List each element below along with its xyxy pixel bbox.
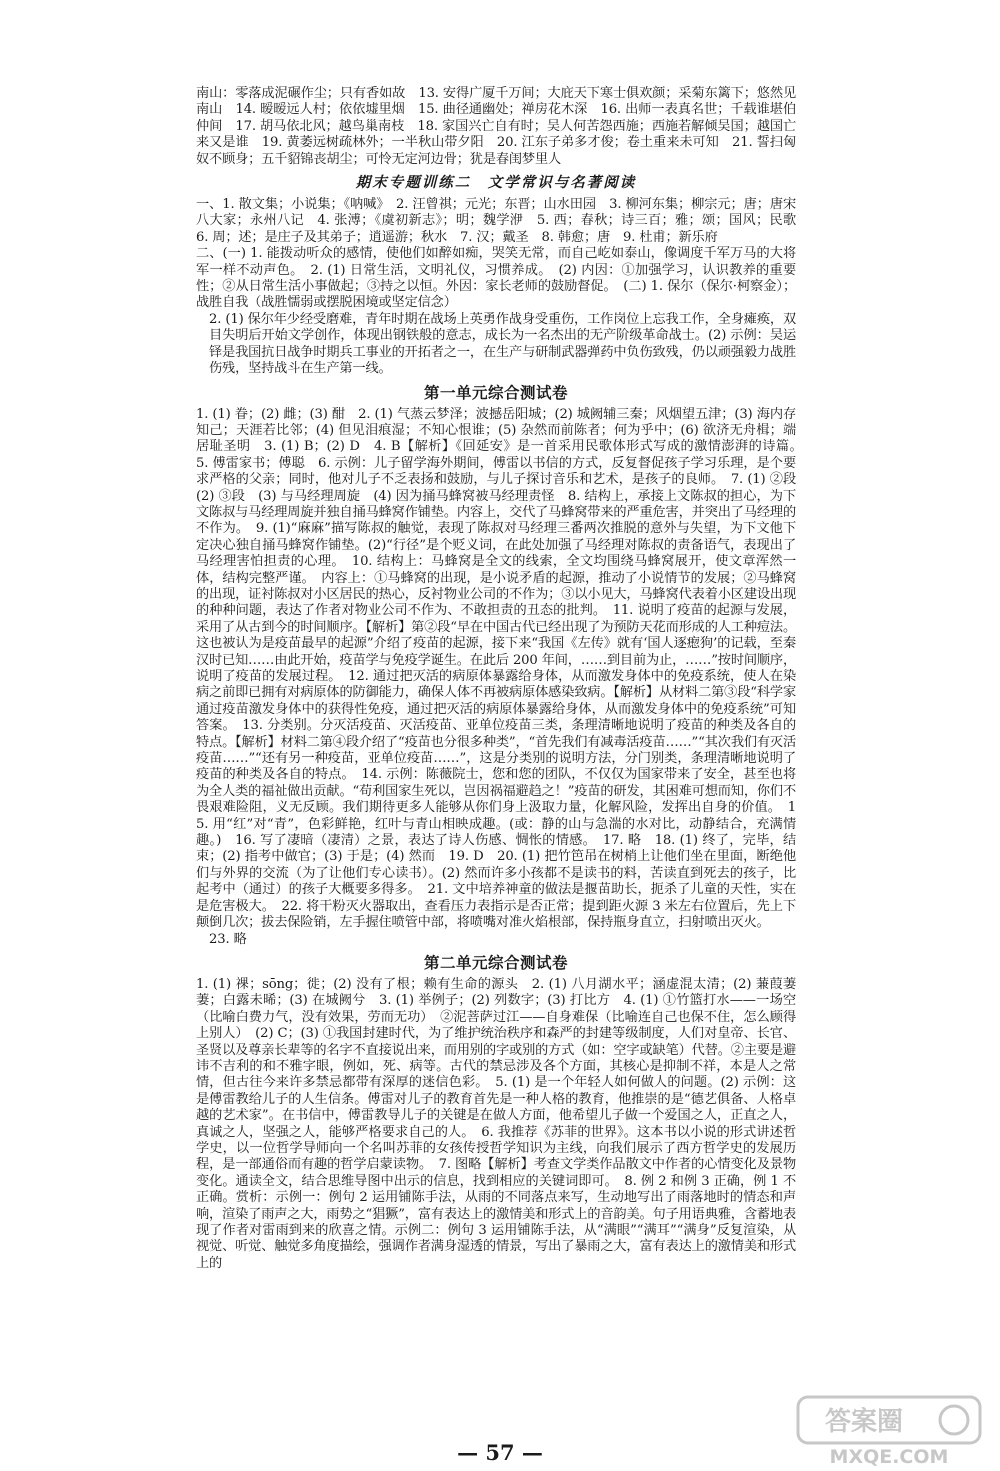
page-number: — 57 — [457,1440,543,1465]
section-c-body: 1. (1) 祼；sōng；徙；(2) 没有了根；赖有生命的源头 2. (1) 八月湖水平；涵虚混太清；(2) 蒹葭萋萋；白露未晞；(3) 在城阙兮 3. (1) 举例子；(2) 列数字；(3) 打比方 4. (1) ①竹篮打水——一场空（比喻白费力气，没有效果，劳而无功） ②泥菩萨过江——自身难保（比喻连自己也保不住，怎么顾得上别人） (2) C；(3) ①我国封建时代，为了维护统治秩序和森严的封建等级制度，人们对皇帝、长官、圣贤以及尊亲长辈等的名字不直接说出来，而用别的字或别的方式（如：空字或缺笔）代替。②主要是避讳不吉利的和不雅字眼，例如，死、病等。古代的禁忌涉及各个方面，其核心是抑制不祥，本是人之常情，但古往今来许多禁忌都带有深厚的迷信色彩。 5. (1) 是一个年轻人如何做人的问题。(2) 示例：这是傅雷教给儿子的人生信条。傅雷对儿子的教育首先是一种人格的教育，他推崇的是“德艺俱备、人格卓越的艺术家”。在书信中，傅雷教导儿子的关键是在做人方面，他希望儿子做一个爱国之人，正直之人，真诚之人，坚强之人，能够严格要求自己的人。 6. 我推荐《苏菲的世界》。这本书以小说的形式讲述哲学史，以一位哲学导师向一个名叫苏菲的女孩传授哲学知识为主线，向我们展示了西方哲学史的发展历程，是一部通俗而有趣的哲学启蒙读物。 7. 图略【解析】考查文学类作品散文中作者的心情变化及景物变化。通读全文，结合思维导图中出示的信息，找到相应的关键词即可。 8. 例 2 和例 3 正确，例 1 不正确。赏析：示例一：例句 2 运用铺陈手法，从雨的不同落点来写，生动地写出了雨落地时的情态和声响，渲染了雨声之大，雨势之“猖獗”，富有表达上的激情美和形式上的音韵美。句子用语典雅，含蓄地表现了作者对雷雨到来的欣喜之情。示例二：例句 3 运用铺陈手法，从“满眼”“满耳”“满身”反复渲染，从视觉、听觉、触觉多角度描绘，强调作者满身湿透的情景，写出了暴雨之大，富有表达上的激情美和形式上的 [196,976,796,1271]
watermark-text-top: 答案圈 [824,1407,904,1437]
intro-paragraph: 南山：零落成泥碾作尘；只有香如故 13. 安得广厦千万间；大庇天下寒士俱欢颜；采菊东篱下；悠然见南山 14. 暧暧远人村；依依墟里烟 15. 曲径通幽处；禅房花木深 16. 出师一表真名世；千载谁堪伯仲间 17. 胡马依北风；越鸟巢南枝 18. 家国兴亡自有时；吴人何苦怨西施；西施若解倾吴国；越国亡来又是谁 19. 黄萎远树疏林外；一半秋山带夕阳 20. 江东子弟多才俊；卷土重来未可知 21. 誓扫匈奴不顾身；五千貂锦丧胡尘；可怜无定河边骨；犹是春闺梦里人 [196,86,796,167]
section-a-part3: 2. (1) 保尔年少经受磨难，青年时期在战场上英勇作战身受重伤，工作岗位上忘我工作，全身瘫痪，双目失明后开始文学创作，体现出钢铁般的意志，成长为一名杰出的无产阶级革命战士。(2) 示例：吴运铎是我国抗日战争时期兵工事业的开拓者之一，在生产与研制武器弹药中负伤致残，仍以顽强毅力战胜伤残，坚持战斗在生产第一线。 [209,311,796,377]
watermark-text-bottom: MXQE.COM [829,1446,949,1467]
section-title-unit2-test: 第二单元综合测试卷 [423,952,568,972]
section-b-body: 1. (1) 眷；(2) 雌；(3) 酣 2. (1) 气蒸云梦泽；波撼岳阳城；(2) 城阙辅三秦；风烟望五津；(3) 海内存知己；天涯若比邻；(4) 但见泪痕湿；不知心恨谁；(5) 杂然而前陈者；何为乎中；(6) 欲济无舟楫；端居耻圣明 3. (1) B；(2) D 4. B【解析】《回延安》是一首采用民歌体形式写成的激情澎湃的诗篇。 5. 傅雷家书；傅聪 6. 示例：儿子留学海外期间，傅雷以书信的方式，反复督促孩子学习乐理，是个要求严格的父亲；同时，他对儿子不乏表扬和鼓励，与儿子探讨音乐和艺术，是孩子的良师。 7. (1) ②段 (2) ③段 (3) 与马经理周旋 (4) 因为捅马蜂窝被马经理责怪 8. 结构上，承接上文陈叔的担心，为下文陈叔与马经理周旋并独自捅马蜂窝作铺垫。内容上，交代了马蜂窝带来的严重危害，并突出了马经理的不作为。 9. (1)“麻麻”描写陈叔的触觉，表现了陈叔对马经理三番两次推脱的意外与失望，为下文他下定决心独自捅马蜂窝作铺垫。(2)“行径”是个贬义词，在此处加强了马经理对陈叔的责备语气，表现出了马经理害怕担责的心理。 10. 结构上：马蜂窝是全文的线索，全文均围绕马蜂窝展开，使文章浑然一体，结构完整严谨。 内容上：①马蜂窝的出现，是小说矛盾的起源，推动了小说情节的发展；②马蜂窝的出现，证衬陈叔对小区居民的热心，反衬物业公司的不作为；③以小见大，马蜂窝代表着小区建设出现的种种问题，表达了作者对物业公司不作为、不敢担责的丑态的批判。 11. 说明了疫苗的起源与发展，采用了从古到今的时间顺序。【解析】第②段“早在中国古代已经出现了为预防天花而形成的人工种痘法。这也被认为是疫苗最早的起源”介绍了疫苗的起源，接下来“我国《左传》就有‘国人逐瘛狗’的记载，至秦汉时已知……由此开始，疫苗学与免疫学诞生。在此后 200 年间，……到目前为止，……”按时间顺序，说明了疫苗的发展过程。 12. 通过把灭活的病原体暴露给身体，从而激发身体中的免疫系统，使人在染病之前即已拥有对病原体的防御能力，确保人体不再被病原体感染致病。【解析】从材料二第③段“科学家通过疫苗激发身体中的获得性免疫，通过把灭活的病原体暴露给身体，从而激发身体中的免疫系统”可知答案。 13. 分类别。分灭活疫苗、灭活疫苗、亚单位疫苗三类，条理清晰地说明了疫苗的种类及各自的特点。【解析】材料二第④段介绍了“疫苗也分很多种类”，“首先我们有减毒活疫苗……”“其次我们有灭活疫苗……”“还有另一种疫苗，亚单位疫苗……”，这是分类别的说明方法，分门别类，条理清晰地说明了疫苗的种类及各自的特点。 14. 示例：陈薇院士，您和您的团队，不仅仅为国家带来了安全，甚至也将为全人类的福祉做出贡献。“苟利国家生死以，岂因祸福避趋之！”疫苗的研发，其困难可想而知，你们不畏艰难险阻，义无反顾。我们期待更多人能够从你们身上汲取力量，化解风险，发挥出自身的价值。 15. 用“红”对“青”，色彩鲜艳，红叶与青山相映成趣。(或：静的山与急湍的水对比，动静结合，充满情趣。) 16. 写了凄暗（凄清）之景，表达了诗人伤感、惆怅的情感。 17. 略 18. (1) 终了，完毕，结束；(2) 指考中做官；(3) 于是；(4) 然而 19. D 20. (1) 把竹笆吊在树梢上让他们坐在里面，断绝他们与外界的交流（为了让他们专心读书）。(2) 然而许多小孩都不是读书的料，苦读直到死去的孩子，比起考中（通过）的孩子大概要多得多。 21. 文中培养神童的做法是揠苗助长，扼杀了儿童的天性，实在是危害极大。 22. 将干粉灭火器取出，查看压力表指示是否正常；提到距火源 3 米左右位置后，先上下颠倒几次；拔去保险销，左手握住喷管中部，将喷嘴对准火焰根部，保持瓶身直立，扫射喷出灭火。 [196,406,810,931]
answer-page [196,86,810,1272]
section-a-part1: 一、1. 散文集；小说集；《呐喊》 2. 汪曾祺；元光；东晋；山水田园 3. 柳河东集；柳宗元；唐；唐宋八大家；永州八记 4. 张溥；《虞初新志》；明；魏学洢 5. 西；春秋；诗三百；雅；颂；国风；民歌 6. 周；述；是庄子及其弟子；逍遥游；秋水 7. 汉；戴圣 8. 韩愈；唐 9. 杜甫；新乐府 [196,197,810,245]
section-title-final-review: 期末专题训练二 文学常识与名著阅读 [355,174,637,192]
section-a-part2: 二、(一) 1. 能拨动听众的感情，使他们如醉如痴，哭笑无常，而自己屹如泰山，像调度千军万马的大将军一样不动声色。 2. (1) 日常生活，文明礼仪，习惯养成。 (2) 内因：①加强学习，认识教养的重要性；②从日常生活小事做起；③持之以恒。外因：家长老师的鼓励督促。 (二) 1. 保尔（保尔·柯察金）；战胜自我（战胜懦弱或摆脱困境或坚定信念） [196,246,796,311]
section-title-unit1-test: 第一单元综合测试卷 [423,382,568,402]
watermark-logo [794,1393,984,1467]
section-b-tail: 23. 略 [209,931,247,947]
